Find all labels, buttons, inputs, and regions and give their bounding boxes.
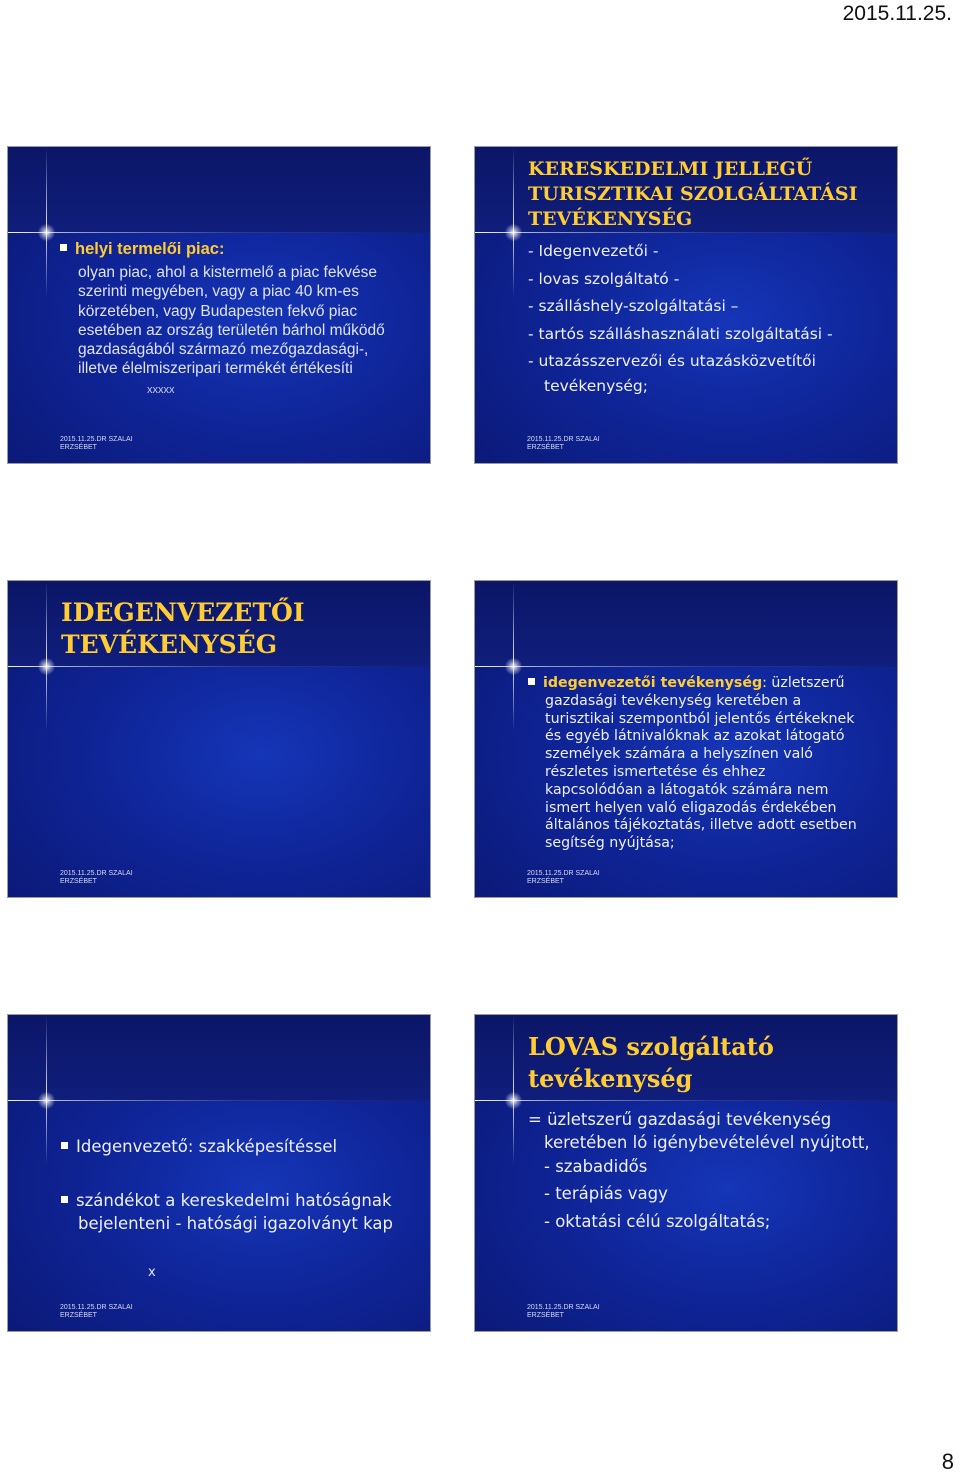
slide-2-item: - utazásszervezői és utazásközvetítői bbox=[528, 352, 816, 370]
slide-5-note: x bbox=[148, 1265, 156, 1280]
slide-3-title: IDEGENVEZETŐI bbox=[61, 598, 305, 627]
slide-5-bullet: bejelenteni - hatósági igazolványt kap bbox=[78, 1214, 393, 1233]
slide-2-item: - tartós szálláshasználati szolgáltatási - bbox=[528, 324, 833, 343]
page-number: 8 bbox=[941, 1449, 954, 1474]
slide-4-text: segítség nyújtása; bbox=[545, 835, 675, 852]
slide-5-bullet: Idegenvezető: szakképesítéssel bbox=[76, 1137, 338, 1156]
bullet-icon bbox=[60, 244, 67, 251]
slide-4 bbox=[474, 580, 898, 898]
slide-2-title: TEVÉKENYSÉG bbox=[528, 208, 693, 230]
slide-footer: 2015.11.25.DR SZALAI ERZSÉBET bbox=[60, 436, 133, 451]
decor-line bbox=[8, 666, 430, 667]
slide-6-text: = üzletszerű gazdasági tevékenység bbox=[528, 1110, 832, 1129]
star-icon bbox=[38, 1092, 55, 1109]
star-icon bbox=[505, 224, 522, 241]
slide-4-text: általános tájékoztatás, illetve adott esetben bbox=[545, 817, 857, 834]
slide-2 bbox=[474, 146, 898, 464]
slide-3-title: TEVÉKENYSÉG bbox=[61, 630, 278, 659]
slide-header-band bbox=[8, 1015, 430, 1101]
slide-2-item: tevékenység; bbox=[544, 376, 648, 395]
slide-4-text: : üzletszerű bbox=[762, 675, 845, 691]
decor-line bbox=[46, 1015, 47, 1165]
star-icon bbox=[505, 658, 522, 675]
slide-4-text: és egyéb látnivalóknak az azokat látogató bbox=[545, 728, 845, 745]
slide-6-text: - szabadidős bbox=[544, 1157, 648, 1176]
slide-6-title: tevékenység bbox=[528, 1064, 693, 1093]
decor-line bbox=[513, 1015, 514, 1165]
decor-line bbox=[475, 1100, 897, 1101]
slide-footer: 2015.11.25.DR SZALAI ERZSÉBET bbox=[60, 1304, 133, 1319]
slide-6-text: keretében ló igénybevételével nyújtott, bbox=[544, 1133, 870, 1152]
slide-2-title: TURISZTIKAI SZOLGÁLTATÁSI bbox=[528, 183, 858, 205]
slide-2-item: - lovas szolgáltató - bbox=[528, 269, 680, 288]
slide-1-note: xxxxx bbox=[147, 383, 175, 396]
star-icon bbox=[38, 224, 55, 241]
slide-footer: 2015.11.25.DR SZALAI ERZSÉBET bbox=[527, 436, 600, 451]
slide-5-bullet: szándékot a kereskedelmi hatóságnak bbox=[76, 1191, 392, 1210]
slide-1 bbox=[7, 146, 431, 464]
slide-1-text: illetve élelmiszeripari termékét értékesíti bbox=[78, 360, 353, 378]
slide-header-band bbox=[8, 147, 430, 233]
decor-line bbox=[46, 147, 47, 297]
decor-line bbox=[475, 666, 897, 667]
slide-1-text: körzetében, vagy Budapesten fekvő piac bbox=[78, 302, 358, 320]
decor-line bbox=[8, 1100, 430, 1101]
bullet-icon bbox=[528, 678, 535, 685]
slide-4-text: ismert helyen való eligazodás érdekében bbox=[545, 799, 837, 816]
slide-footer: 2015.11.25.DR SZALAI ERZSÉBET bbox=[527, 1304, 600, 1319]
slide-4-text: gazdasági tevékenység keretében a bbox=[545, 692, 802, 709]
bullet-icon bbox=[61, 1196, 68, 1203]
page-date: 2015.11.25. bbox=[842, 2, 952, 25]
bullet-icon bbox=[61, 1142, 68, 1149]
slide-4-term: idegenvezetői tevékenység bbox=[543, 675, 763, 691]
decor-line bbox=[513, 581, 514, 731]
slide-4-text: részletes ismertetése és ehhez bbox=[545, 763, 766, 780]
slide-1-text: szerinti megyében, vagy a piac 40 km-es bbox=[78, 283, 359, 301]
star-icon bbox=[505, 1092, 522, 1109]
slide-footer: 2015.11.25.DR SZALAI ERZSÉBET bbox=[527, 870, 600, 885]
slide-5 bbox=[7, 1014, 431, 1332]
slide-1-text: gazdaságából származó mezőgazdasági-, bbox=[78, 341, 369, 359]
slide-4-text: személyek számára a helyszínen való bbox=[545, 746, 813, 763]
slide-6-text: - oktatási célú szolgáltatás; bbox=[544, 1212, 771, 1231]
decor-line bbox=[8, 232, 430, 233]
slide-1-text: olyan piac, ahol a kistermelő a piac fekvése bbox=[78, 264, 377, 281]
decor-line bbox=[513, 147, 514, 297]
star-icon bbox=[38, 658, 55, 675]
slide-header-band bbox=[475, 581, 897, 667]
slide-6-text: - terápiás vagy bbox=[544, 1184, 668, 1203]
slide-1-text: esetében az ország területén bárhol működő bbox=[78, 321, 385, 339]
slide-2-item: - szálláshely-szolgáltatási – bbox=[528, 297, 739, 315]
slide-6 bbox=[474, 1014, 898, 1332]
slide-2-title: KERESKEDELMI JELLEGŰ bbox=[528, 158, 813, 180]
slide-footer: 2015.11.25.DR SZALAI ERZSÉBET bbox=[60, 870, 133, 885]
slide-1-heading: helyi termelői piac: bbox=[75, 240, 225, 258]
slide-4-text: turisztikai szempontból jelentős értékeknek bbox=[545, 710, 855, 727]
slide-6-title: LOVAS szolgáltató bbox=[528, 1032, 774, 1061]
decor-line bbox=[46, 581, 47, 731]
slide-2-item: - Idegenvezetői - bbox=[528, 242, 659, 260]
slide-4-text: kapcsolódóan a látogatók számára nem bbox=[545, 781, 829, 798]
slide-3 bbox=[7, 580, 431, 898]
